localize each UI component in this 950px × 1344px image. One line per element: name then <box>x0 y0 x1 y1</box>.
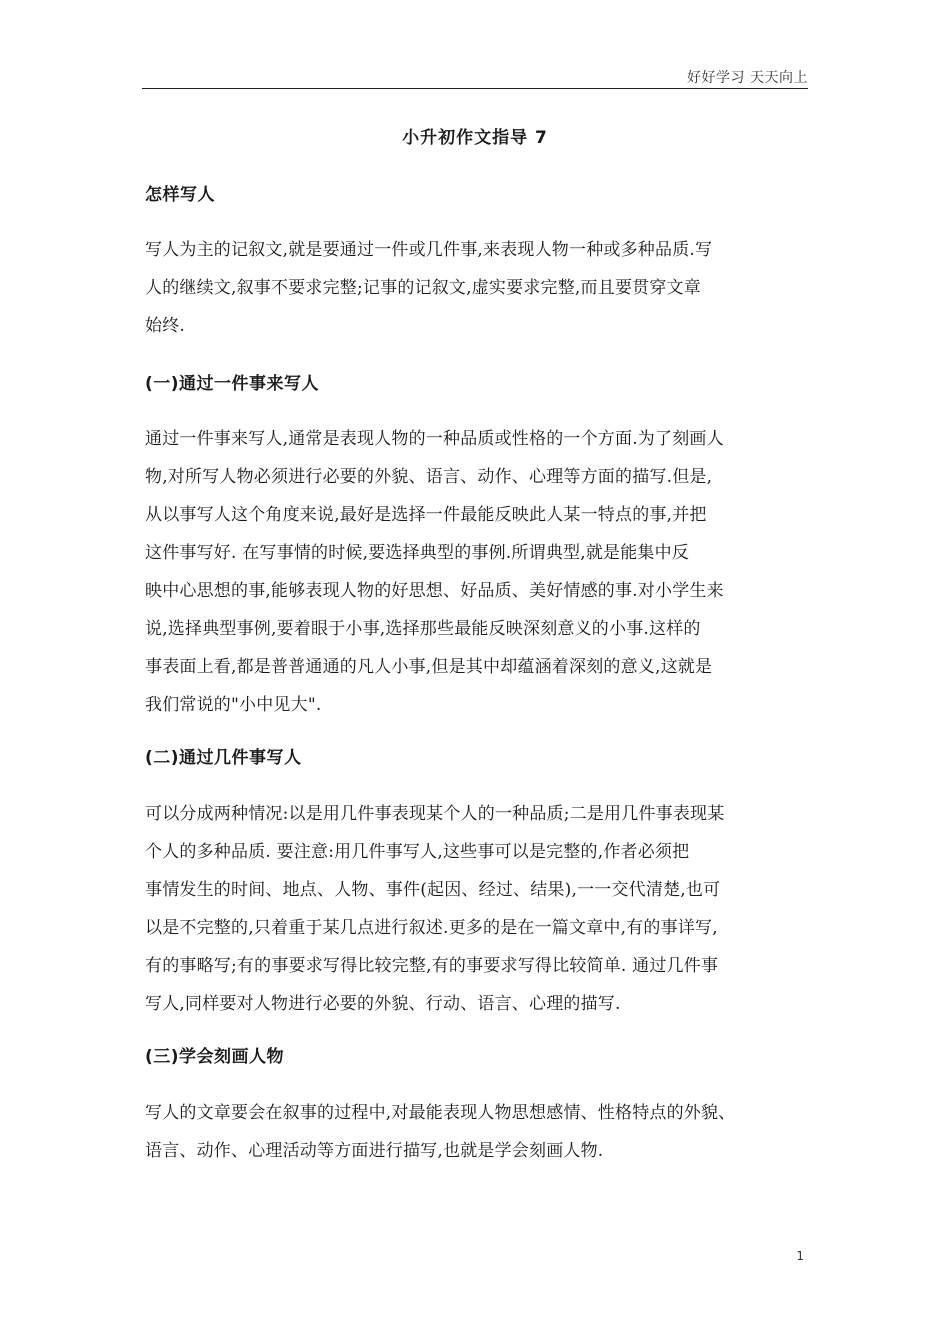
section-heading-3: (三)学会刻画人物 <box>145 1047 285 1067</box>
paragraph-line: 事表面上看,都是普普通通的凡人小事,但是其中却蕴涵着深刻的意义,这就是 <box>145 657 713 677</box>
paragraph-line: 人的继续文,叙事不要求完整;记事的记叙文,虚实要求完整,而且要贯穿文章 <box>145 278 701 298</box>
paragraph-line: 写人为主的记叙文,就是要通过一件或几件事,来表现人物一种或多种品质.写 <box>145 240 713 260</box>
paragraph-line: 写人,同样要对人物进行必要的外貌、行动、语言、心理的描写. <box>145 994 621 1014</box>
paragraph-line: 这件事写好. 在写事情的时候,要选择典型的事例.所谓典型,就是能集中反 <box>145 543 690 563</box>
paragraph-line: 以是不完整的,只着重于某几点进行叙述.更多的是在一篇文章中,有的事详写, <box>145 918 718 938</box>
paragraph-line: 语言、动作、心理活动等方面进行描写,也就是学会刻画人物. <box>145 1141 604 1161</box>
paragraph-line: 说,选择典型事例,要着眼于小事,选择那些最能反映深刻意义的小事.这样的 <box>145 619 701 639</box>
header-divider <box>142 88 808 89</box>
page-number: 1 <box>796 1249 804 1263</box>
paragraph-line: 始终. <box>145 316 186 336</box>
paragraph-line: 映中心思想的事,能够表现人物的好思想、好品质、美好情感的事.对小学生来 <box>145 581 724 601</box>
main-heading: 怎样写人 <box>145 185 215 205</box>
paragraph-line: 从以事写人这个角度来说,最好是选择一件最能反映此人某一特点的事,并把 <box>145 505 707 525</box>
paragraph-line: 我们常说的"小中见大". <box>145 695 322 715</box>
document-title: 小升初作文指导 7 <box>402 128 548 148</box>
paragraph-line: 事情发生的时间、地点、人物、事件(起因、经过、结果),一一交代清楚,也可 <box>145 880 721 900</box>
paragraph-line: 可以分成两种情况:以是用几件事表现某个人的一种品质;二是用几件事表现某 <box>145 804 725 824</box>
section-heading-2: (二)通过几件事写人 <box>145 748 302 768</box>
paragraph-line: 物,对所写人物必须进行必要的外貌、语言、动作、心理等方面的描写.但是, <box>145 467 713 487</box>
paragraph-line: 通过一件事来写人,通常是表现人物的一种品质或性格的一个方面.为了刻画人 <box>145 429 724 449</box>
header-motto: 好好学习 天天向上 <box>687 70 808 86</box>
paragraph-line: 写人的文章要会在叙事的过程中,对最能表现人物思想感情、性格特点的外貌、 <box>145 1103 736 1123</box>
section-heading-1: (一)通过一件事来写人 <box>145 374 320 394</box>
paragraph-line: 个人的多种品质. 要注意:用几件事写人,这些事可以是完整的,作者必须把 <box>145 842 690 862</box>
paragraph-line: 有的事略写;有的事要求写得比较完整,有的事要求写得比较简单. 通过几件事 <box>145 956 719 976</box>
